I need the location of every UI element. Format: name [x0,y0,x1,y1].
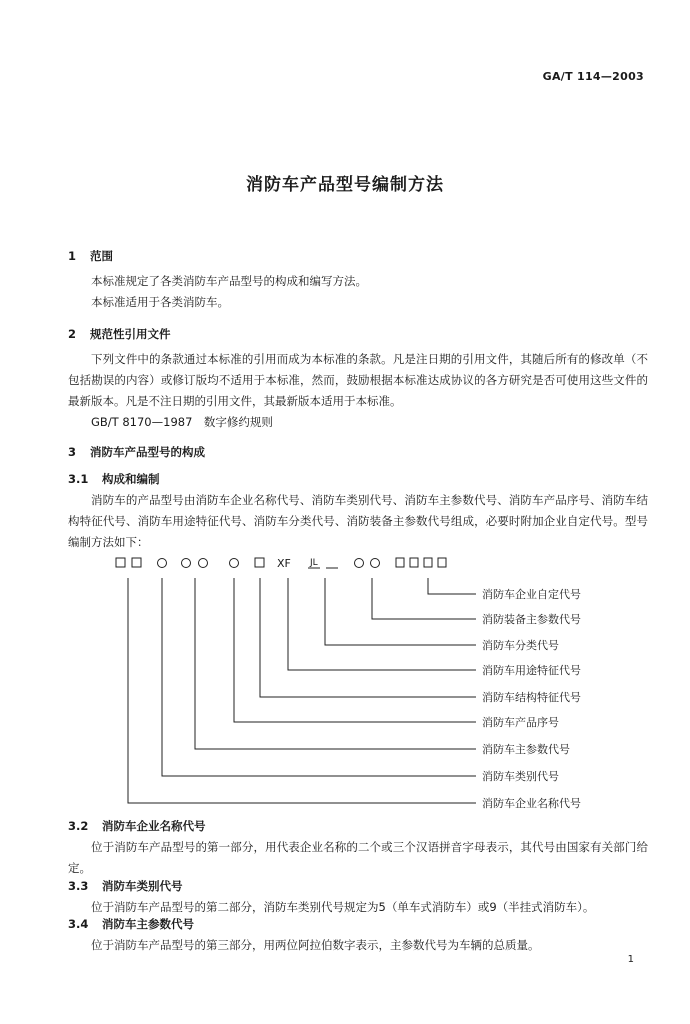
code-xf: XF [277,557,291,570]
code-circle [182,559,191,568]
page-number: 1 [627,954,634,965]
label-enterprise-name: 消防车企业名称代号 [482,797,581,810]
code-box [255,558,264,567]
section-2-paragraph: 下列文件中的条款通过本标准的引用而成为本标准的条款。凡是注日期的引用文件，其随后所有的修改单（不包括勘误的内容）或修订版均不适用于本标准，然而，鼓励根据本标准达成协议的各方研究是否可使用这些文件的最新版本。凡是不注日期的引用文件，其最新版本适用于本标准。 [68,352,648,408]
section-1-line-2: 本标准适用于各类消防车。 [91,295,229,309]
section-2-heading: 2 规范性引用文件 [68,327,171,341]
document-title: 消防车产品型号编制方法 [246,175,444,195]
section-3-heading: 3 消防车产品型号的构成 [68,445,205,459]
code-box [132,558,141,567]
section-3-4 [68,914,648,956]
label-main-parameter: 消防车主参数代号 [482,743,570,756]
label-enterprise-defined: 消防车企业自定代号 [482,588,581,601]
label-category: 消防车类别代号 [482,770,559,783]
code-jl: JL [310,558,318,568]
section-3-2-paragraph: 位于消防车产品型号的第一部分，用代表企业名称的二个或三个汉语拼音字母表示，其代号由国家有关部门给定。 [68,840,648,875]
code-circle [230,559,239,568]
code-circle [158,559,167,568]
code-circle [199,559,208,568]
code-box [116,558,125,567]
code-circle [371,559,380,568]
section-3-4-paragraph: 位于消防车产品型号的第三部分，用两位阿拉伯数字表示，主参数代号为车辆的总质量。 [91,938,540,952]
section-3-2 [68,816,648,879]
section-3-2-heading: 3.2 消防车企业名称代号 [68,819,206,833]
section-1-heading: 1 范围 [68,249,113,263]
label-structure-feature: 消防车结构特征代号 [482,691,581,704]
label-equipment-parameter: 消防装备主参数代号 [482,613,581,626]
code-box [396,558,404,567]
section-3-3-paragraph: 位于消防车产品型号的第二部分，消防车类别代号规定为5（单车式消防车）或9（半挂式消防车）。 [91,900,595,914]
label-product-serial: 消防车产品序号 [482,716,559,729]
label-classification: 消防车分类代号 [482,639,559,652]
code-box [410,558,418,567]
section-1-line-1: 本标准规定了各类消防车产品型号的构成和编写方法。 [91,274,367,288]
section-3-1-paragraph: 消防车的产品型号由消防车企业名称代号、消防车类别代号、消防车主参数代号、消防车产品序号、消防车结构特征代号、消防车用途特征代号、消防车分类代号、消防装备主参数代号组成，必要时附加企业自定代号。型号编制方法如下： [68,493,648,549]
section-2-reference: GB/T 8170—1987 数字修约规则 [91,415,273,429]
section-3-1-heading: 3.1 构成和编制 [68,472,160,486]
section-3-4-heading: 3.4 消防车主参数代号 [68,917,194,931]
code-circle [355,559,364,568]
code-box [424,558,432,567]
code-box [438,558,446,567]
standard-number: GA/T 114—2003 [542,70,644,83]
section-3-3 [68,876,648,918]
label-usage-feature: 消防车用途特征代号 [482,664,581,677]
section-3-3-heading: 3.3 消防车类别代号 [68,879,183,893]
